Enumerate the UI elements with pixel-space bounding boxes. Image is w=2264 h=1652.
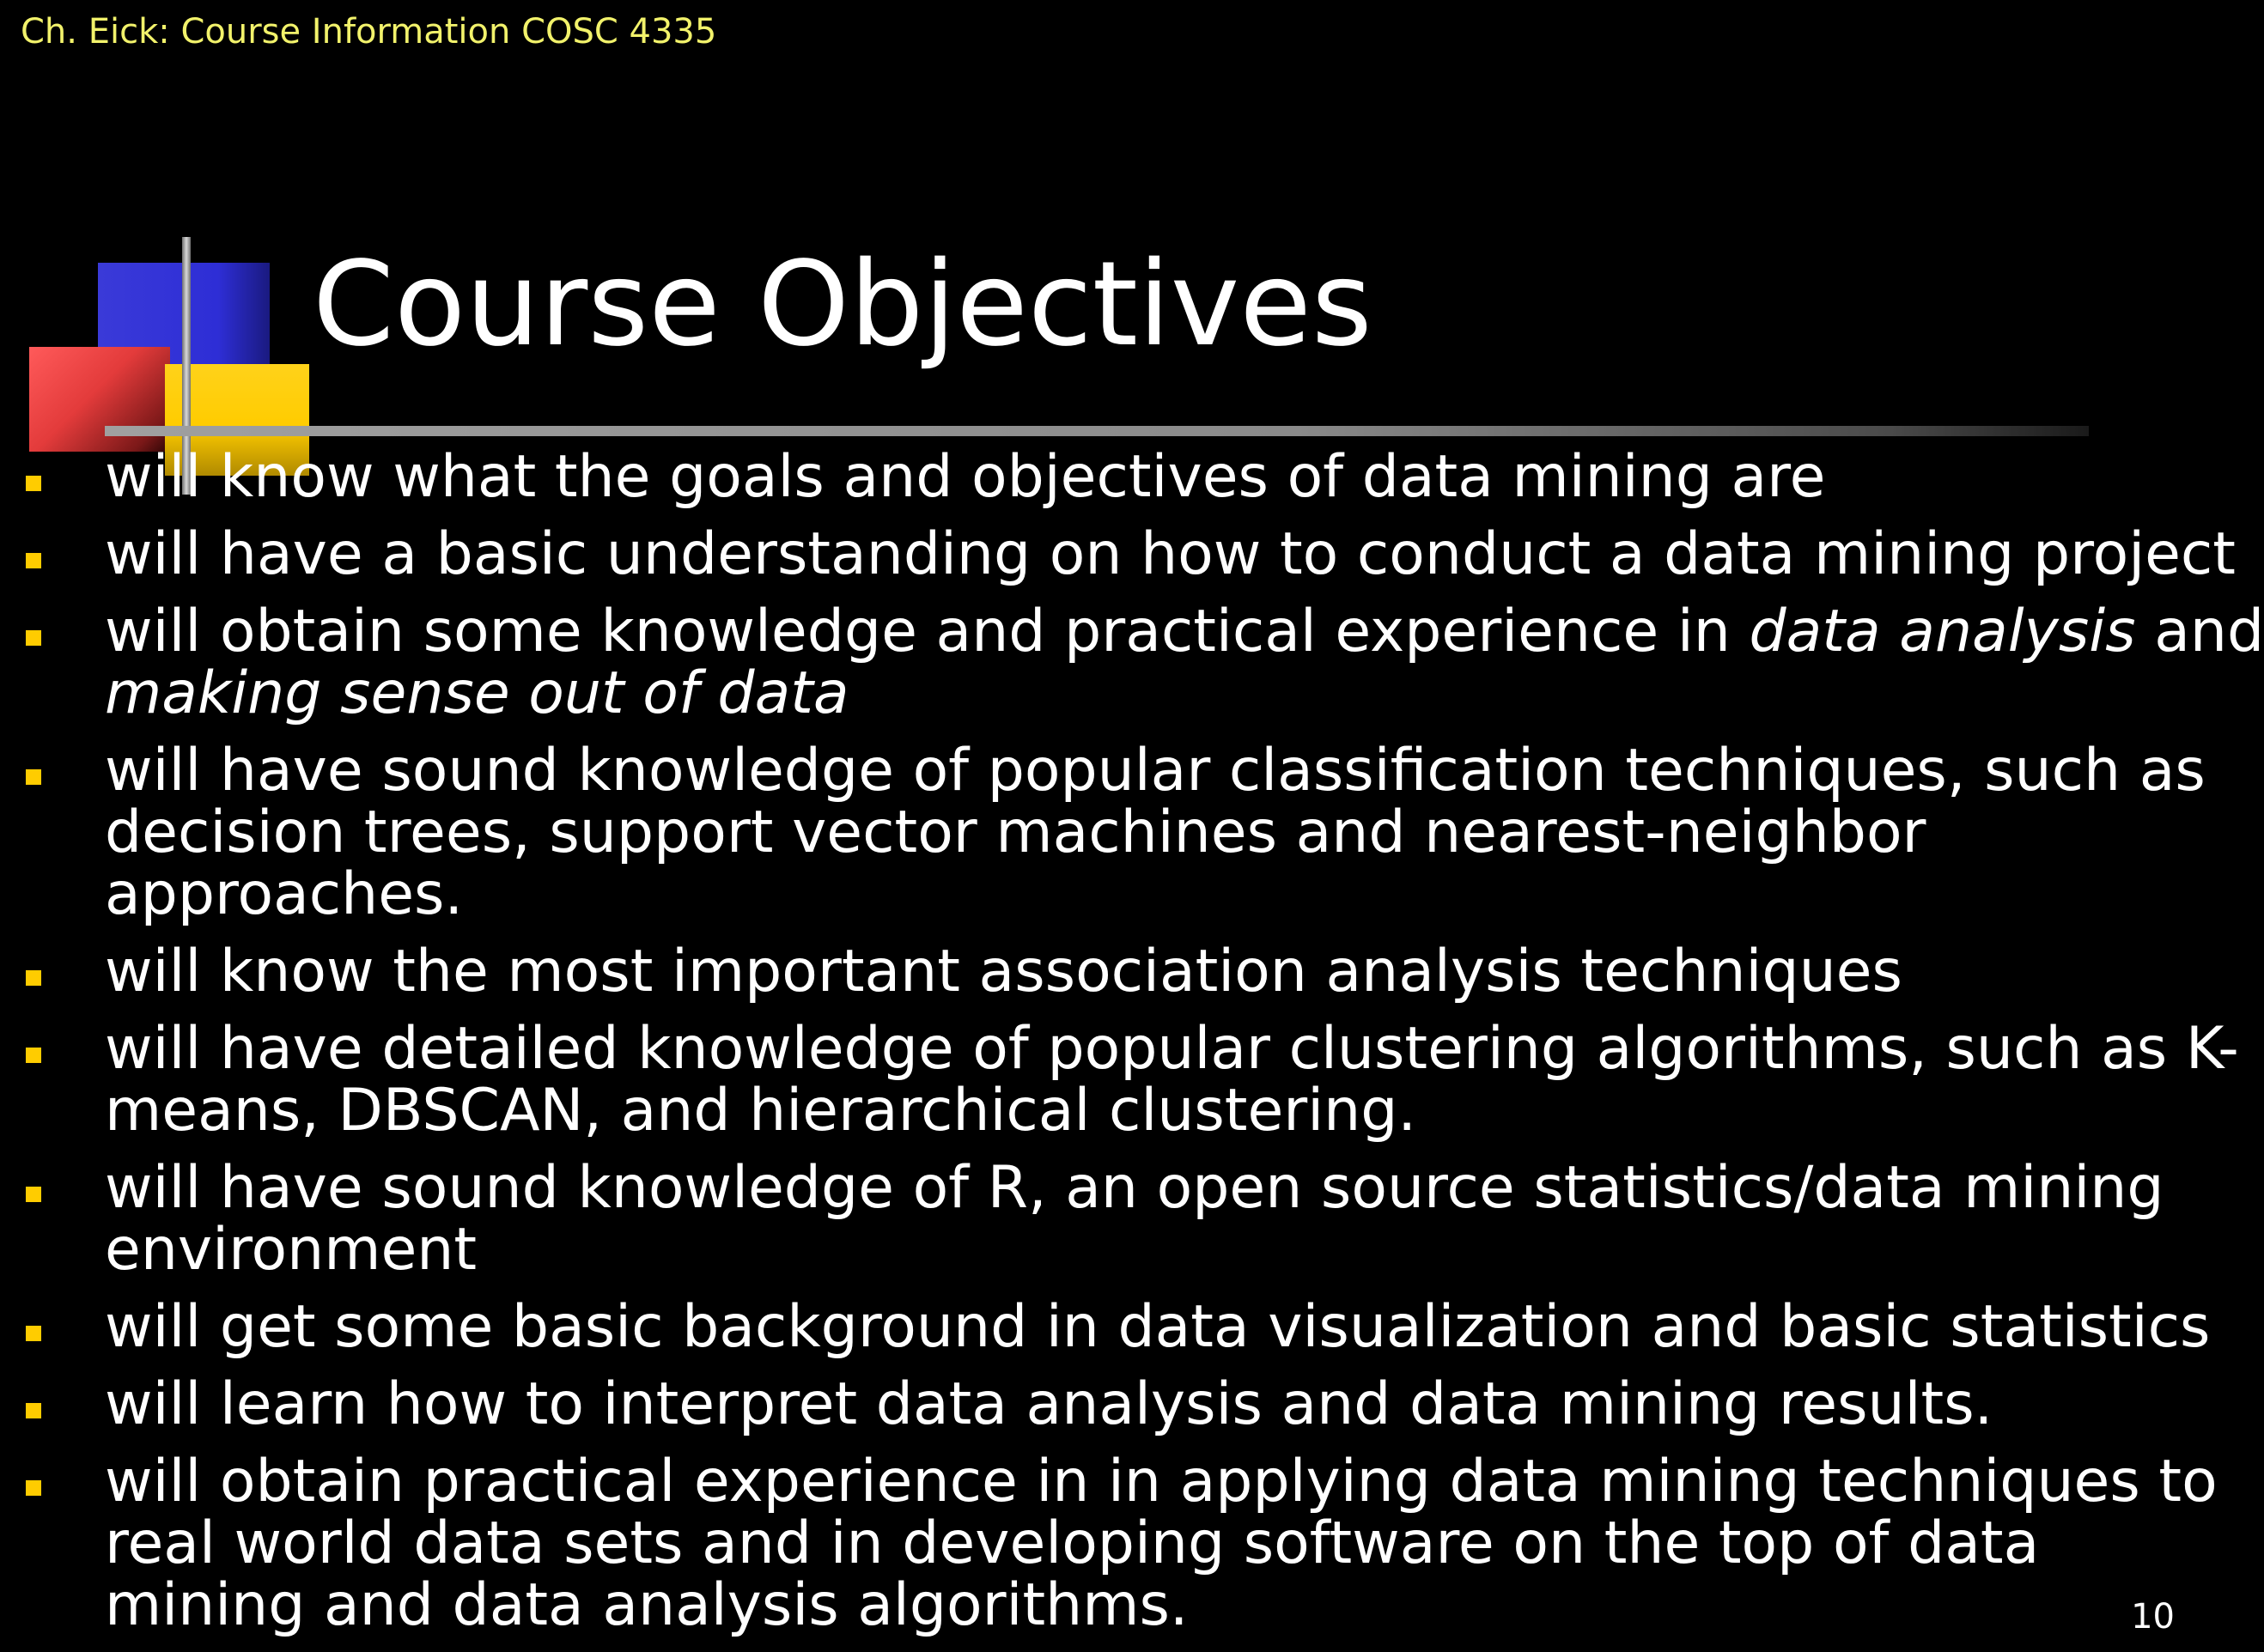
slide-title: Course Objectives [313, 237, 1372, 373]
objective-text-segment: will obtain some knowledge and practical experience in [105, 598, 1750, 665]
square-bullet-icon [26, 1403, 41, 1418]
list-item [0, 1370, 2199, 1438]
objective-text: will have a basic understanding on how to conduct a data mining project [105, 520, 2236, 588]
objective-text: decision trees, support vector machines and nearest-neighbor [105, 799, 1926, 866]
course-info-header: Ch. Eick: Course Information COSC 4335 [21, 12, 717, 52]
objective-text: environment [105, 1216, 478, 1284]
objective-text-line [105, 598, 2264, 665]
square-bullet-icon [26, 769, 41, 785]
objectives-list [0, 443, 2264, 1652]
objective-text: will obtain practical experience in in applying data mining techniques to [105, 1448, 2218, 1515]
objective-text: will know the most important association analysis techniques [105, 938, 1902, 1005]
objective-text: means, DBSCAN, and hierarchical clustering. [105, 1077, 1417, 1145]
objective-text: will have sound knowledge of popular classification techniques, such as [105, 737, 2206, 805]
decorative-squares-logo [0, 0, 344, 515]
square-bullet-icon [26, 1480, 41, 1496]
objective-text: real world data sets and in developing software on the top of data [105, 1509, 2040, 1577]
objective-text-segment: and [2135, 598, 2264, 665]
square-bullet-icon [26, 630, 41, 646]
page-number: 10 [2131, 1597, 2175, 1637]
list-item [0, 1015, 2239, 1145]
objective-text: mining and data analysis algorithms. [105, 1571, 1189, 1639]
list-item [0, 1154, 2199, 1284]
square-bullet-icon [26, 553, 41, 568]
objective-text: approaches. [105, 860, 464, 928]
list-item [0, 520, 2236, 588]
list-item [0, 737, 2206, 928]
list-item [0, 1293, 2211, 1361]
list-item [0, 1448, 2218, 1639]
objective-text: will learn how to interpret data analysis and data mining results. [105, 1370, 1993, 1438]
square-bullet-icon [26, 1326, 41, 1341]
square-bullet-icon [26, 476, 41, 491]
emphasis-text: data analysis [1749, 598, 2136, 665]
list-item [0, 443, 2199, 511]
objective-text: will have detailed knowledge of popular clustering algorithms, such as K- [105, 1015, 2239, 1083]
emphasis-text: making sense out of data [105, 659, 849, 727]
square-bullet-icon [26, 1187, 41, 1202]
list-item [0, 938, 2199, 1005]
list-item [0, 598, 2264, 727]
square-bullet-icon [26, 1048, 41, 1063]
objective-text: will have sound knowledge of R, an open source statistics/data mining [105, 1154, 2164, 1222]
objective-text: will know what the goals and objectives of data mining are [105, 443, 1826, 511]
title-underline-divider [105, 426, 2089, 436]
square-bullet-icon [26, 970, 41, 986]
objective-text: will get some basic background in data visualization and basic statistics [105, 1293, 2211, 1361]
